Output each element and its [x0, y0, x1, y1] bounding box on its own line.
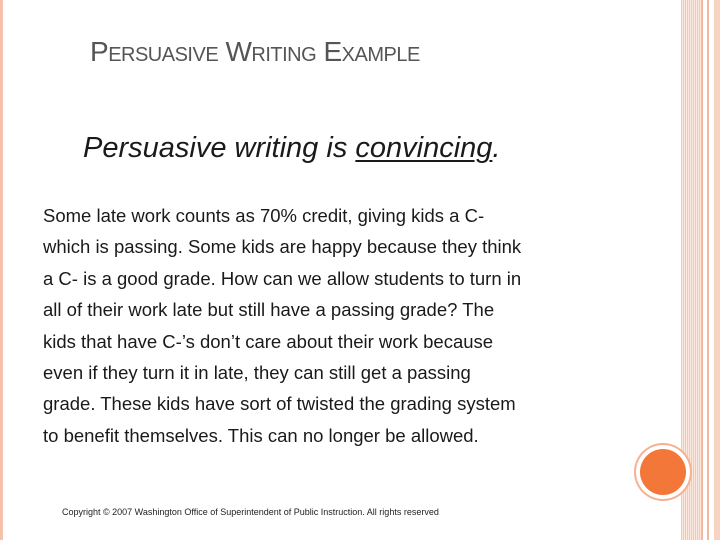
body-line: all of their work late but still have a passing grade? The [43, 299, 495, 321]
body-line: kids that have C-’s don’t care about their work because [43, 330, 494, 352]
body-line: even if they turn it in late, they can still get a passing [43, 361, 471, 383]
right-border-line [707, 0, 709, 540]
title-initial: W [225, 36, 252, 67]
right-border-line [701, 0, 703, 540]
right-decorative-band [681, 0, 701, 540]
right-border-line [714, 0, 720, 540]
title-smallcaps: ERSUASIVE [108, 44, 219, 66]
body-paragraph [43, 200, 603, 451]
body-line: a C- is a good grade. How can we allow students to turn in [43, 267, 522, 289]
title-smallcaps: XAMPLE [341, 44, 420, 66]
title-smallcaps: RITING [251, 44, 317, 66]
title-initial: P [90, 36, 109, 67]
subtitle-emphasis: convincing [355, 132, 493, 164]
body-line: grade. These kids have sort of twisted the grading system [43, 393, 516, 415]
body-line: to benefit themselves. This can no longer be allowed. [43, 424, 479, 446]
body-line: which is passing. Some kids are happy because they think [43, 236, 522, 258]
subtitle-suffix: . [492, 132, 501, 164]
body-line: Some late work counts as 70% credit, giving kids a C- [43, 205, 485, 226]
orange-circle-decoration [640, 449, 686, 495]
slide-subtitle [83, 132, 500, 165]
left-border-line [0, 0, 3, 540]
title-initial: E [323, 36, 342, 67]
subtitle-prefix: Persuasive writing is [83, 132, 356, 164]
slide-title [90, 36, 420, 68]
copyright-notice: Copyright © 2007 Washington Office of Superintendent of Public Instruction. All rights reserved [62, 507, 439, 517]
